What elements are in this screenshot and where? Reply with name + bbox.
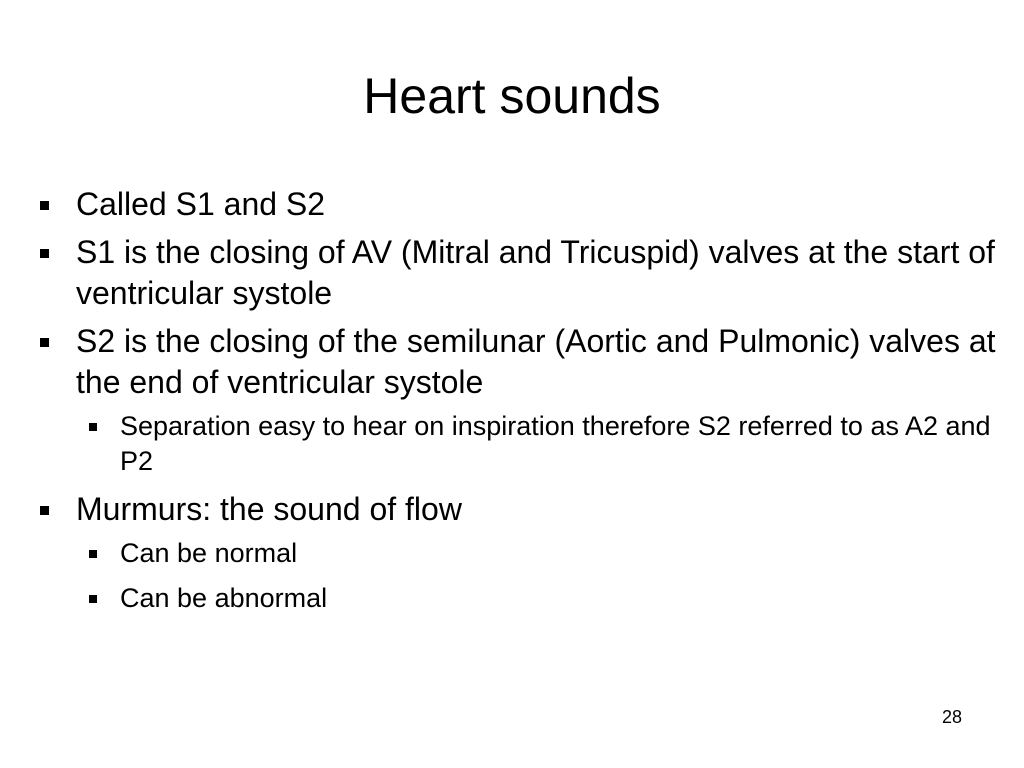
- bullet-text: S2 is the closing of the semilunar (Aortic and Pulmonic) valves at the end of ventricular systole: [76, 323, 996, 400]
- page-number: 28: [941, 707, 962, 727]
- bullet-text: Murmurs: the sound of flow: [76, 491, 462, 527]
- square-bullet-icon: [89, 550, 97, 558]
- square-bullet-icon: [40, 249, 49, 258]
- square-bullet-icon: [40, 201, 49, 210]
- bullet-item: [38, 232, 998, 314]
- sub-bullet-list: [76, 409, 998, 479]
- bullet-item: [38, 489, 998, 616]
- square-bullet-icon: [89, 423, 97, 431]
- bullet-text: Called S1 and S2: [76, 186, 326, 222]
- sub-bullet-item: [76, 581, 998, 616]
- sub-bullet-text: Can be abnormal: [120, 583, 328, 613]
- bullet-list: [38, 184, 998, 626]
- sub-bullet-text: Can be normal: [120, 538, 298, 568]
- sub-bullet-item: [76, 536, 998, 571]
- square-bullet-icon: [89, 595, 97, 603]
- sub-bullet-text: Separation easy to hear on inspiration therefore S2 referred to as A2 and P2: [120, 411, 991, 476]
- sub-bullet-list: [76, 536, 998, 616]
- bullet-item: [38, 184, 998, 225]
- sub-bullet-item: [76, 409, 998, 479]
- bullet-item: [38, 321, 998, 479]
- bullet-text: S1 is the closing of AV (Mitral and Tricuspid) valves at the start of ventricular systole: [76, 234, 995, 311]
- slide-title: Heart sounds: [363, 68, 661, 124]
- square-bullet-icon: [40, 338, 49, 347]
- square-bullet-icon: [40, 506, 49, 515]
